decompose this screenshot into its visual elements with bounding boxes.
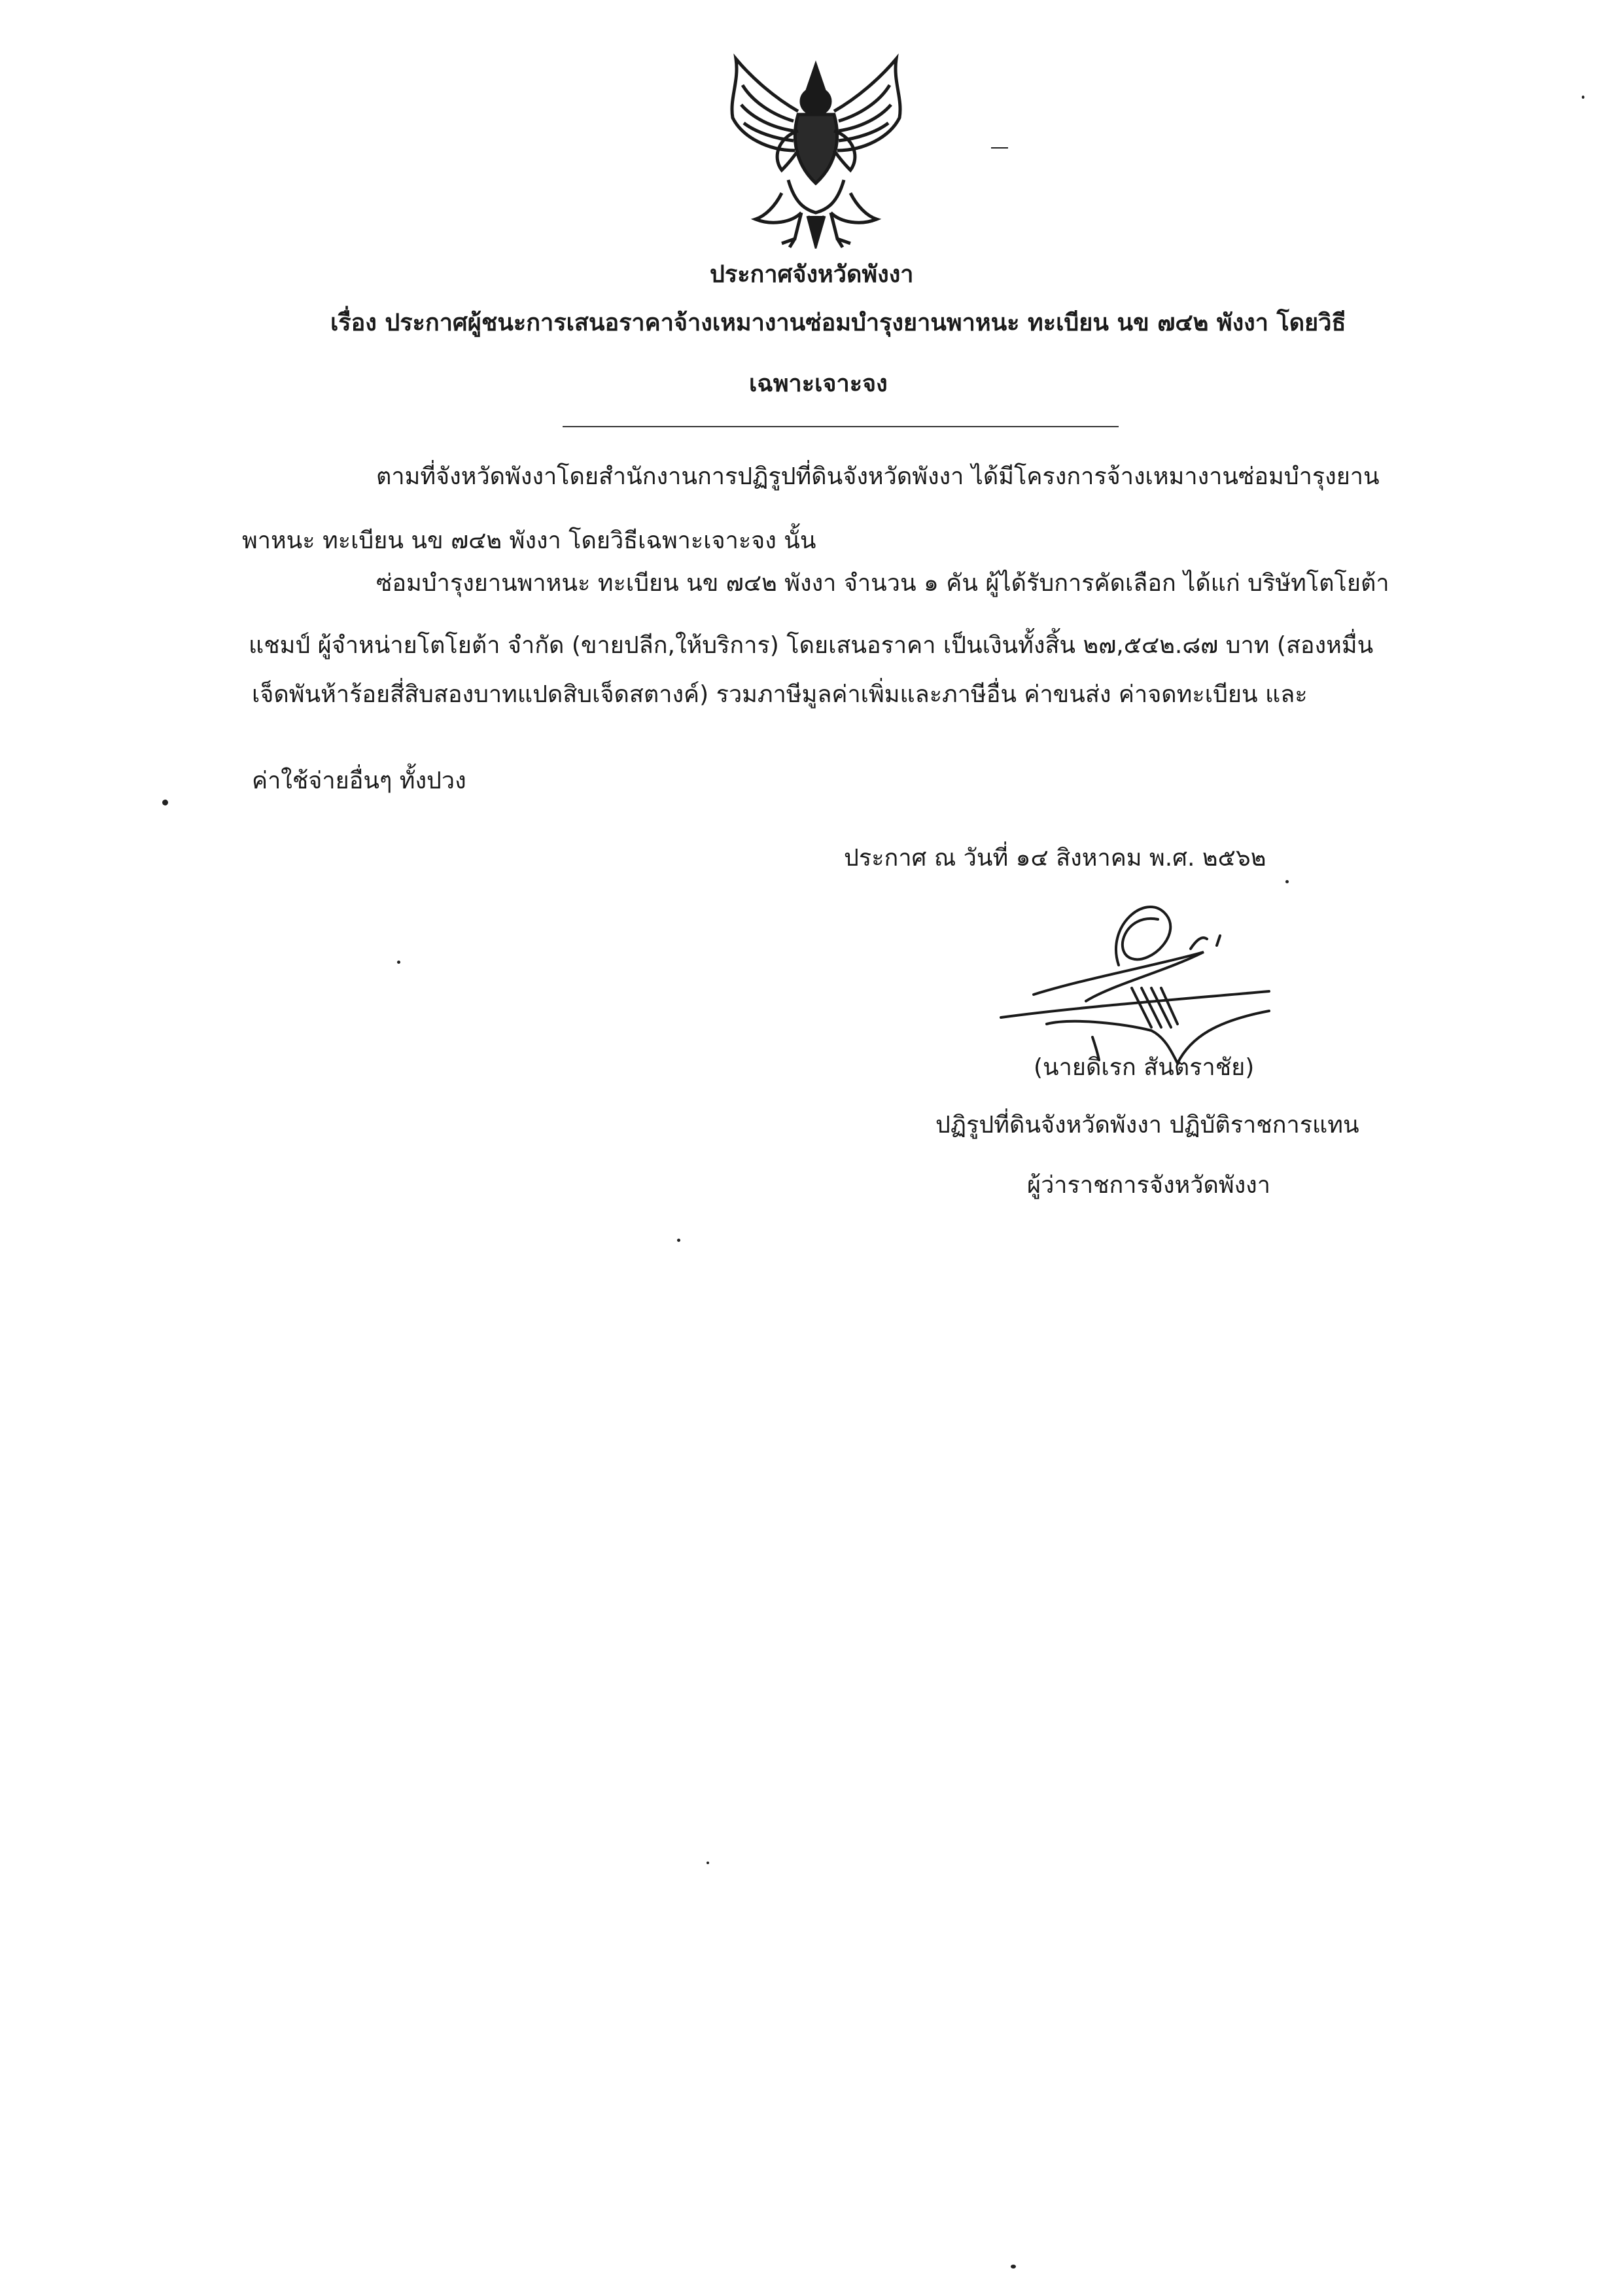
paragraph-1-line-1: ตามที่จังหวัดพังงาโดยสำนักงานการปฏิรูปที่ดินจังหวัดพังงา ได้มีโครงการจ้างเหมางานซ่อมบำรุงยาน bbox=[376, 463, 1380, 490]
paragraph-2-line-4: ค่าใช้จ่ายอื่นๆ ทั้งปวง bbox=[252, 768, 466, 794]
scan-speck bbox=[991, 147, 1008, 149]
paragraph-2-line-3: เจ็ดพันห้าร้อยสี่สิบสองบาทแปดสิบเจ็ดสตางค์) รวมภาษีมูลค่าเพิ่มและภาษีอื่น ค่าขนส่ง ค่าจดทะเบียน และ bbox=[252, 681, 1308, 708]
scan-speck bbox=[162, 800, 168, 805]
scan-speck bbox=[1285, 880, 1289, 883]
garuda-emblem-icon bbox=[716, 52, 916, 249]
announcement-title: ประกาศจังหวัดพังงา bbox=[710, 261, 914, 288]
announcement-date: ประกาศ ณ วันที่ ๑๔ สิงหาคม พ.ศ. ๒๕๖๒ bbox=[844, 845, 1266, 872]
scan-speck bbox=[1582, 96, 1584, 99]
signer-name: (นายดิเรก สันตราชัย) bbox=[1034, 1054, 1255, 1081]
paragraph-1-line-2: พาหนะ ทะเบียน นข ๗๔๒ พังงา โดยวิธีเฉพาะเจาะจง นั้น bbox=[242, 527, 816, 554]
subject-line-2: เฉพาะเจาะจง bbox=[749, 370, 888, 397]
scan-speck bbox=[707, 1862, 709, 1864]
subject-line-1: เรื่อง ประกาศผู้ชนะการเสนอราคาจ้างเหมางานซ่อมบำรุงยานพาหนะ ทะเบียน นข ๗๔๒ พังงา โดยวิธี bbox=[330, 309, 1346, 336]
signer-title-line-1: ปฏิรูปที่ดินจังหวัดพังงา ปฏิบัติราชการแทน bbox=[935, 1112, 1359, 1139]
header-divider bbox=[563, 426, 1119, 427]
signer-title-line-2: ผู้ว่าราชการจังหวัดพังงา bbox=[1027, 1172, 1270, 1199]
handwritten-signature-icon bbox=[994, 887, 1282, 1070]
paragraph-2-line-2: แชมป์ ผู้จำหน่ายโตโยต้า จำกัด (ขายปลีก,ให้บริการ) โดยเสนอราคา เป็นเงินทั้งสิ้น ๒๗,๕๔๒.๘๗ บาท (สองหมื่น bbox=[249, 632, 1374, 659]
scan-speck bbox=[397, 961, 400, 964]
paragraph-2-line-1: ซ่อมบำรุงยานพาหนะ ทะเบียน นข ๗๔๒ พังงา จำนวน ๑ คัน ผู้ได้รับการคัดเลือก ได้แก่ บริษัทโตโยต้า bbox=[376, 570, 1389, 597]
scan-speck bbox=[677, 1239, 680, 1242]
scan-speck bbox=[1011, 2265, 1016, 2269]
